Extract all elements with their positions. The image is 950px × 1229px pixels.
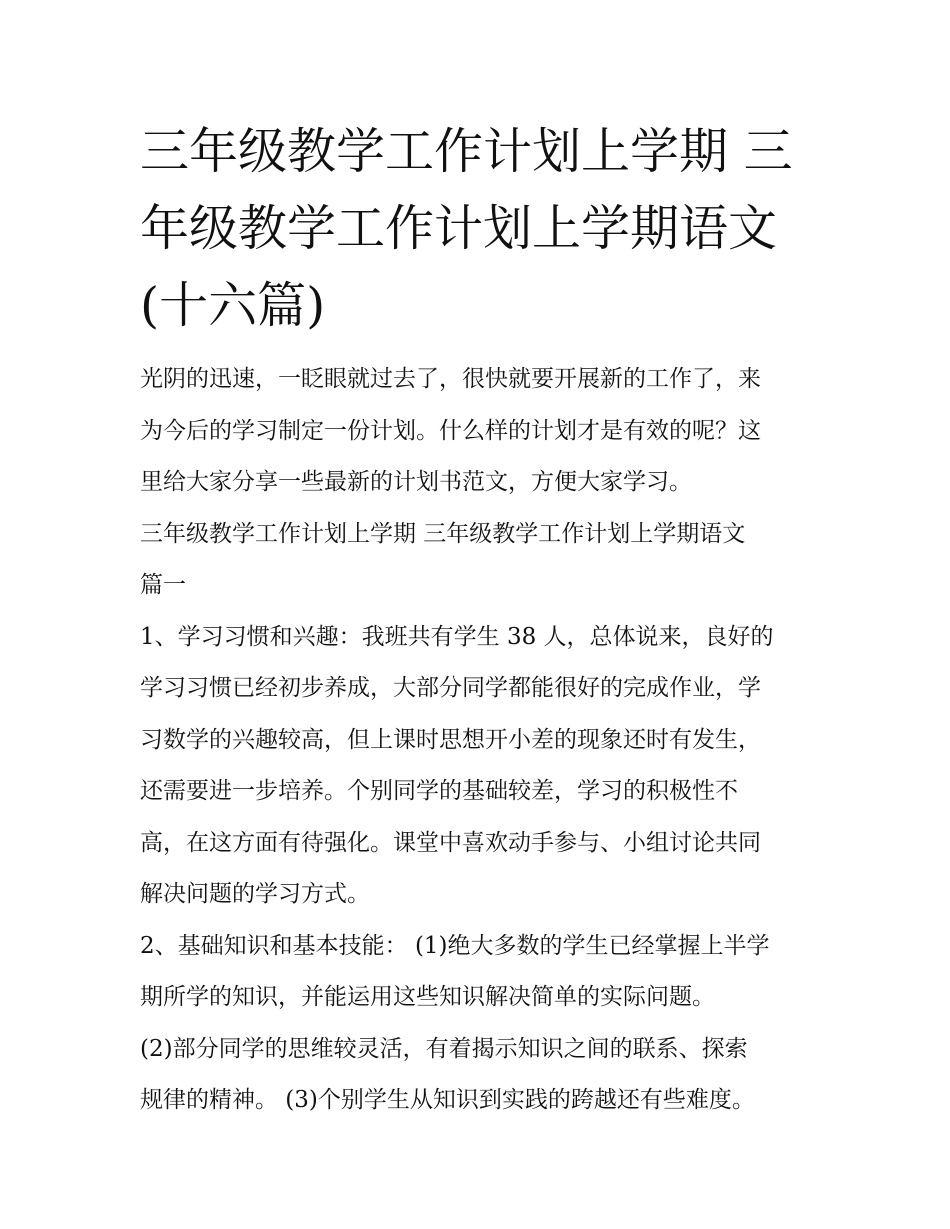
paragraph-line: 还需要进一步培养。个别同学的基础较差，学习的积极性不 xyxy=(140,778,738,804)
intro-line: 为今后的学习制定一份计划。什么样的计划才是有效的呢？这 xyxy=(140,417,761,444)
section-heading-line: 三年级教学工作计划上学期 三年级教学工作计划上学期语文 xyxy=(140,520,746,547)
paragraph-line: (2)部分同学的思维较灵活，有着揭示知识之间的联系、探索 xyxy=(140,1035,748,1062)
paragraph-line: 规律的精神。 (3)个别学生从知识到实践的跨越还有些难度。 xyxy=(140,1087,755,1113)
section-heading-line: 篇一 xyxy=(140,572,186,598)
paragraph-line: 1、学习习惯和兴趣：我班共有学生 38 人，总体说来，良好的 xyxy=(140,623,774,650)
title-line: 年级教学工作计划上学期语文 xyxy=(140,200,778,257)
document-body xyxy=(140,354,830,1127)
paragraph-line: 学习习惯已经初步养成，大部分同学都能很好的完成作业，学 xyxy=(140,675,761,701)
intro-line: 光阴的迅速，一眨眼就过去了，很快就要开展新的工作了，来 xyxy=(140,366,761,392)
paragraph-line: 2、基础知识和基本技能： (1)绝大多数的学生已经掌握上半学 xyxy=(140,932,770,959)
document-title xyxy=(140,113,820,344)
paragraph-line: 解决问题的学习方式。 xyxy=(140,881,370,907)
paragraph-line: 习数学的兴趣较高，但上课时思想开小差的现象还时有发生， xyxy=(140,726,761,753)
paragraph-line: 高，在这方面有待强化。课堂中喜欢动手参与、小组讨论共同 xyxy=(140,829,761,856)
title-line: 三年级教学工作计划上学期 三 xyxy=(140,123,793,180)
intro-line: 里给大家分享一些最新的计划书范文，方便大家学习。 xyxy=(140,469,692,495)
paragraph-line: 期所学的知识，并能运用这些知识解决简单的实际问题。 xyxy=(140,984,715,1010)
title-line: (十六篇) xyxy=(140,277,326,334)
